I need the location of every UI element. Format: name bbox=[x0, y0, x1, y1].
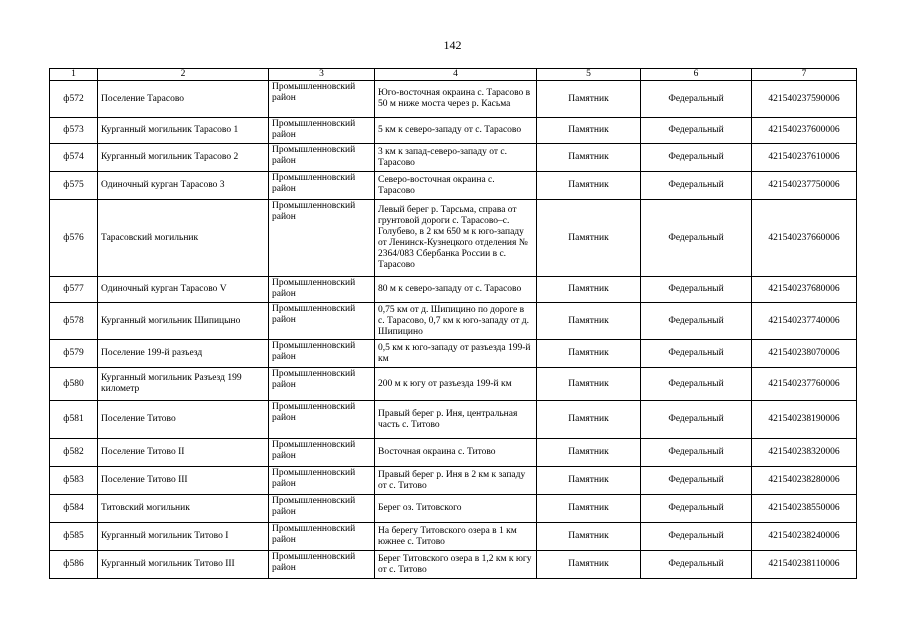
row-number-cell: ф585 bbox=[50, 523, 98, 551]
row-number-cell: ф572 bbox=[50, 81, 98, 118]
table-row bbox=[50, 495, 857, 523]
site-name-cell: Титовский могильник bbox=[98, 495, 269, 523]
registry-number-cell: 421540238550006 bbox=[752, 495, 857, 523]
registry-number-cell: 421540237600006 bbox=[752, 118, 857, 144]
district-cell: Промышленновский район bbox=[269, 467, 375, 495]
row-number-cell: ф586 bbox=[50, 551, 98, 579]
registry-number-cell: 421540237660006 bbox=[752, 200, 857, 277]
table-row bbox=[50, 467, 857, 495]
location-cell: 0,5 км к юго-западу от разъезда 199-й км bbox=[375, 340, 537, 368]
category-cell: Памятник bbox=[537, 523, 641, 551]
district-cell: Промышленновский район bbox=[269, 81, 375, 118]
registry-number-cell: 421540238280006 bbox=[752, 467, 857, 495]
significance-cell: Федеральный bbox=[641, 401, 752, 439]
location-cell: 3 км к запад-северо-западу от с. Тарасово bbox=[375, 144, 537, 172]
registry-number-cell: 421540237760006 bbox=[752, 368, 857, 401]
row-number-cell: ф577 bbox=[50, 277, 98, 303]
significance-cell: Федеральный bbox=[641, 81, 752, 118]
page-number: 142 bbox=[443, 38, 462, 52]
site-name-cell: Тарасовский могильник bbox=[98, 200, 269, 277]
category-cell: Памятник bbox=[537, 439, 641, 467]
site-name-cell: Курганный могильник Разъезд 199 километр bbox=[98, 368, 269, 401]
column-header: 7 bbox=[752, 69, 857, 81]
site-name-cell: Поселение Титово bbox=[98, 401, 269, 439]
district-cell: Промышленновский район bbox=[269, 118, 375, 144]
table-row bbox=[50, 144, 857, 172]
district-cell: Промышленновский район bbox=[269, 303, 375, 340]
row-number-cell: ф580 bbox=[50, 368, 98, 401]
significance-cell: Федеральный bbox=[641, 144, 752, 172]
registry-number-cell: 421540237740006 bbox=[752, 303, 857, 340]
location-cell: Берег оз. Титовского bbox=[375, 495, 537, 523]
significance-cell: Федеральный bbox=[641, 467, 752, 495]
category-cell: Памятник bbox=[537, 340, 641, 368]
location-cell: На берегу Титовского озера в 1 км южнее с. Титово bbox=[375, 523, 537, 551]
district-cell: Промышленновский район bbox=[269, 551, 375, 579]
site-name-cell: Курганный могильник Титово III bbox=[98, 551, 269, 579]
table-row bbox=[50, 551, 857, 579]
table-row bbox=[50, 523, 857, 551]
site-name-cell: Одиночный курган Тарасово V bbox=[98, 277, 269, 303]
category-cell: Памятник bbox=[537, 144, 641, 172]
location-cell: Восточная окраина с. Титово bbox=[375, 439, 537, 467]
column-header: 3 bbox=[269, 69, 375, 81]
row-number-cell: ф581 bbox=[50, 401, 98, 439]
category-cell: Памятник bbox=[537, 81, 641, 118]
table-row bbox=[50, 439, 857, 467]
table-row bbox=[50, 401, 857, 439]
significance-cell: Федеральный bbox=[641, 200, 752, 277]
district-cell: Промышленновский район bbox=[269, 401, 375, 439]
registry-number-cell: 421540237610006 bbox=[752, 144, 857, 172]
table-row bbox=[50, 172, 857, 200]
site-name-cell: Курганный могильник Шипицыно bbox=[98, 303, 269, 340]
significance-cell: Федеральный bbox=[641, 118, 752, 144]
district-cell: Промышленновский район bbox=[269, 523, 375, 551]
site-name-cell: Курганный могильник Тарасово 2 bbox=[98, 144, 269, 172]
table-row bbox=[50, 303, 857, 340]
table-row bbox=[50, 277, 857, 303]
table-body bbox=[50, 81, 857, 579]
category-cell: Памятник bbox=[537, 467, 641, 495]
table-row bbox=[50, 368, 857, 401]
column-header: 4 bbox=[375, 69, 537, 81]
registry-number-cell: 421540238190006 bbox=[752, 401, 857, 439]
row-number-cell: ф573 bbox=[50, 118, 98, 144]
site-name-cell: Поселение Титово III bbox=[98, 467, 269, 495]
category-cell: Памятник bbox=[537, 368, 641, 401]
table-row bbox=[50, 81, 857, 118]
district-cell: Промышленновский район bbox=[269, 340, 375, 368]
category-cell: Памятник bbox=[537, 118, 641, 144]
row-number-cell: ф578 bbox=[50, 303, 98, 340]
significance-cell: Федеральный bbox=[641, 368, 752, 401]
district-cell: Промышленновский район bbox=[269, 200, 375, 277]
location-cell: 200 м к югу от разъезда 199-й км bbox=[375, 368, 537, 401]
site-name-cell: Одиночный курган Тарасово 3 bbox=[98, 172, 269, 200]
site-name-cell: Курганный могильник Тарасово 1 bbox=[98, 118, 269, 144]
registry-number-cell: 421540237750006 bbox=[752, 172, 857, 200]
category-cell: Памятник bbox=[537, 172, 641, 200]
heritage-sites-table bbox=[49, 68, 857, 579]
row-number-cell: ф584 bbox=[50, 495, 98, 523]
significance-cell: Федеральный bbox=[641, 172, 752, 200]
significance-cell: Федеральный bbox=[641, 551, 752, 579]
registry-number-cell: 421540238320006 bbox=[752, 439, 857, 467]
location-cell: 5 км к северо-западу от с. Тарасово bbox=[375, 118, 537, 144]
significance-cell: Федеральный bbox=[641, 495, 752, 523]
category-cell: Памятник bbox=[537, 303, 641, 340]
row-number-cell: ф576 bbox=[50, 200, 98, 277]
site-name-cell: Поселение Титово II bbox=[98, 439, 269, 467]
column-header: 5 bbox=[537, 69, 641, 81]
location-cell: Правый берег р. Иня, центральная часть с. Титово bbox=[375, 401, 537, 439]
significance-cell: Федеральный bbox=[641, 523, 752, 551]
table-row bbox=[50, 118, 857, 144]
significance-cell: Федеральный bbox=[641, 303, 752, 340]
table-row bbox=[50, 200, 857, 277]
district-cell: Промышленновский район bbox=[269, 172, 375, 200]
registry-number-cell: 421540238240006 bbox=[752, 523, 857, 551]
category-cell: Памятник bbox=[537, 401, 641, 439]
table-row bbox=[50, 340, 857, 368]
significance-cell: Федеральный bbox=[641, 277, 752, 303]
district-cell: Промышленновский район bbox=[269, 277, 375, 303]
site-name-cell: Курганный могильник Титово I bbox=[98, 523, 269, 551]
column-header: 6 bbox=[641, 69, 752, 81]
district-cell: Промышленновский район bbox=[269, 368, 375, 401]
significance-cell: Федеральный bbox=[641, 439, 752, 467]
location-cell: Правый берег р. Иня в 2 км к западу от с. Титово bbox=[375, 467, 537, 495]
location-cell: Северо-восточная окраина с. Тарасово bbox=[375, 172, 537, 200]
location-cell: Левый берег р. Тарсьма, справа от грунтовой дороги с. Тарасово–с. Голубево, в 2 км 650 м к юго-западу от Ленинск-Кузнецкого отделения № 2364/083 Сбербанка России в с. Тарасово bbox=[375, 200, 537, 277]
row-number-cell: ф582 bbox=[50, 439, 98, 467]
column-header: 1 bbox=[50, 69, 98, 81]
table-header-row bbox=[50, 69, 857, 81]
registry-number-cell: 421540238070006 bbox=[752, 340, 857, 368]
location-cell: Берег Титовского озера в 1,2 км к югу от с. Титово bbox=[375, 551, 537, 579]
location-cell: Юго-восточная окраина с. Тарасово в 50 м ниже моста через р. Касьма bbox=[375, 81, 537, 118]
registry-number-cell: 421540237680006 bbox=[752, 277, 857, 303]
column-header: 2 bbox=[98, 69, 269, 81]
district-cell: Промышленновский район bbox=[269, 495, 375, 523]
category-cell: Памятник bbox=[537, 277, 641, 303]
significance-cell: Федеральный bbox=[641, 340, 752, 368]
row-number-cell: ф583 bbox=[50, 467, 98, 495]
district-cell: Промышленновский район bbox=[269, 439, 375, 467]
registry-number-cell: 421540238110006 bbox=[752, 551, 857, 579]
location-cell: 0,75 км от д. Шипицино по дороге в с. Тарасово, 0,7 км к юго-западу от д. Шипицино bbox=[375, 303, 537, 340]
row-number-cell: ф579 bbox=[50, 340, 98, 368]
category-cell: Памятник bbox=[537, 551, 641, 579]
row-number-cell: ф575 bbox=[50, 172, 98, 200]
category-cell: Памятник bbox=[537, 495, 641, 523]
district-cell: Промышленновский район bbox=[269, 144, 375, 172]
registry-number-cell: 421540237590006 bbox=[752, 81, 857, 118]
site-name-cell: Поселение Тарасово bbox=[98, 81, 269, 118]
location-cell: 80 м к северо-западу от с. Тарасово bbox=[375, 277, 537, 303]
row-number-cell: ф574 bbox=[50, 144, 98, 172]
site-name-cell: Поселение 199-й разъезд bbox=[98, 340, 269, 368]
category-cell: Памятник bbox=[537, 200, 641, 277]
